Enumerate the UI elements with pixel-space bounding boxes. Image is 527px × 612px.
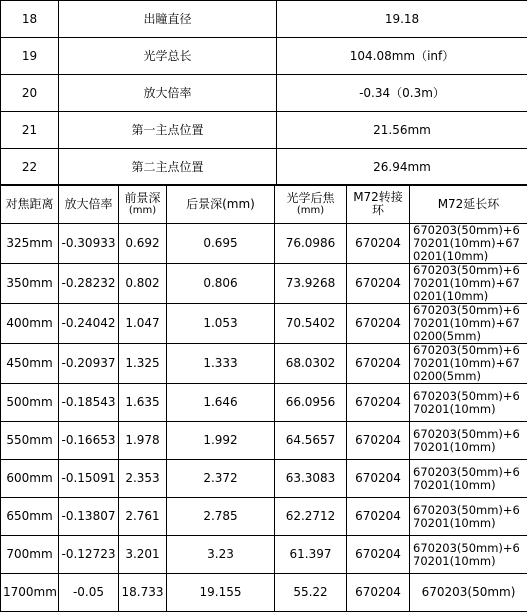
- extension-cell: 670203(50mm)+670201(10mm): [410, 460, 527, 498]
- table-row: [1, 498, 527, 536]
- spec-name: 第二主点位置: [59, 149, 277, 186]
- front-dof-cell: 3.201: [119, 536, 167, 574]
- front-dof-cell: 2.761: [119, 498, 167, 536]
- focus-distance-cell: 600mm: [1, 460, 59, 498]
- table-row: [1, 422, 527, 460]
- front-dof-cell: 0.802: [119, 264, 167, 304]
- spec-number: 18: [1, 1, 59, 38]
- extension-cell: 670203(50mm)+670201(10mm)+670201(10mm): [410, 264, 527, 304]
- focus-distance-cell: 700mm: [1, 536, 59, 574]
- back-focal-cell: 55.22: [275, 574, 347, 612]
- header-focus-distance: 对焦距离: [1, 185, 59, 224]
- extension-cell: 670203(50mm)+670201(10mm): [410, 536, 527, 574]
- front-dof-cell: 1.047: [119, 304, 167, 344]
- spec-row: [1, 75, 527, 112]
- back-dof-cell: 0.806: [167, 264, 275, 304]
- front-dof-cell: 0.692: [119, 224, 167, 264]
- back-focal-cell: 73.9268: [275, 264, 347, 304]
- adapter-cell: 670204: [347, 264, 410, 304]
- spec-value: 104.08mm（inf）: [277, 38, 527, 75]
- back-focal-cell: 68.0302: [275, 344, 347, 384]
- adapter-cell: 670204: [347, 422, 410, 460]
- adapter-cell: 670204: [347, 498, 410, 536]
- focus-distance-cell: 650mm: [1, 498, 59, 536]
- front-dof-cell: 1.978: [119, 422, 167, 460]
- focus-distance-cell: 1700mm: [1, 574, 59, 612]
- spec-value: 26.94mm: [277, 149, 527, 186]
- focus-distance-cell: 550mm: [1, 422, 59, 460]
- spec-number: 22: [1, 149, 59, 186]
- extension-cell: 670203(50mm)+670201(10mm)+670200(5mm): [410, 304, 527, 344]
- table-row: [1, 536, 527, 574]
- spec-number: 21: [1, 112, 59, 149]
- focus-data-table: [0, 184, 527, 612]
- magnification-cell: -0.13807: [59, 498, 119, 536]
- spec-number: 20: [1, 75, 59, 112]
- magnification-cell: -0.18543: [59, 384, 119, 422]
- magnification-cell: -0.30933: [59, 224, 119, 264]
- header-front-dof: 前景深 (mm): [119, 185, 167, 224]
- magnification-cell: -0.15091: [59, 460, 119, 498]
- adapter-cell: 670204: [347, 344, 410, 384]
- extension-cell: 670203(50mm): [410, 574, 527, 612]
- magnification-cell: -0.12723: [59, 536, 119, 574]
- table-row: [1, 304, 527, 344]
- back-dof-cell: 3.23: [167, 536, 275, 574]
- back-focal-cell: 66.0956: [275, 384, 347, 422]
- focus-distance-cell: 450mm: [1, 344, 59, 384]
- back-focal-cell: 62.2712: [275, 498, 347, 536]
- table-header-row: [1, 185, 527, 224]
- spec-table: [0, 0, 527, 186]
- spec-row: [1, 38, 527, 75]
- back-dof-cell: 19.155: [167, 574, 275, 612]
- extension-cell: 670203(50mm)+670201(10mm): [410, 384, 527, 422]
- adapter-cell: 670204: [347, 384, 410, 422]
- spec-name: 放大倍率: [59, 75, 277, 112]
- magnification-cell: -0.16653: [59, 422, 119, 460]
- focus-distance-cell: 400mm: [1, 304, 59, 344]
- spec-number: 19: [1, 38, 59, 75]
- spec-name: 光学总长: [59, 38, 277, 75]
- back-dof-cell: 0.695: [167, 224, 275, 264]
- back-focal-cell: 63.3083: [275, 460, 347, 498]
- back-dof-cell: 1.333: [167, 344, 275, 384]
- table-row: [1, 344, 527, 384]
- spec-row: [1, 1, 527, 38]
- adapter-cell: 670204: [347, 460, 410, 498]
- magnification-cell: -0.28232: [59, 264, 119, 304]
- table-row: [1, 264, 527, 304]
- focus-distance-cell: 500mm: [1, 384, 59, 422]
- back-focal-cell: 76.0986: [275, 224, 347, 264]
- spec-row: [1, 112, 527, 149]
- header-m72-adapter: M72转接环: [347, 185, 410, 224]
- table-row: [1, 574, 527, 612]
- spec-value: -0.34（0.3m）: [277, 75, 527, 112]
- spec-row: [1, 149, 527, 186]
- header-back-focal-length: 光学后焦 (mm): [275, 185, 347, 224]
- extension-cell: 670203(50mm)+670201(10mm): [410, 498, 527, 536]
- front-dof-cell: 1.325: [119, 344, 167, 384]
- back-dof-cell: 2.785: [167, 498, 275, 536]
- adapter-cell: 670204: [347, 224, 410, 264]
- table-row: [1, 460, 527, 498]
- table-row: [1, 384, 527, 422]
- focus-distance-cell: 325mm: [1, 224, 59, 264]
- adapter-cell: 670204: [347, 574, 410, 612]
- back-focal-cell: 70.5402: [275, 304, 347, 344]
- spec-value: 21.56mm: [277, 112, 527, 149]
- magnification-cell: -0.05: [59, 574, 119, 612]
- back-focal-cell: 64.5657: [275, 422, 347, 460]
- header-m72-extension: M72延长环: [410, 185, 527, 224]
- back-dof-cell: 2.372: [167, 460, 275, 498]
- extension-cell: 670203(50mm)+670201(10mm): [410, 422, 527, 460]
- adapter-cell: 670204: [347, 536, 410, 574]
- front-dof-cell: 2.353: [119, 460, 167, 498]
- adapter-cell: 670204: [347, 304, 410, 344]
- spec-name: 第一主点位置: [59, 112, 277, 149]
- header-magnification: 放大倍率: [59, 185, 119, 224]
- table-row: [1, 224, 527, 264]
- front-dof-cell: 18.733: [119, 574, 167, 612]
- magnification-cell: -0.20937: [59, 344, 119, 384]
- header-back-dof: 后景深(mm): [167, 185, 275, 224]
- focus-distance-cell: 350mm: [1, 264, 59, 304]
- back-dof-cell: 1.053: [167, 304, 275, 344]
- back-dof-cell: 1.646: [167, 384, 275, 422]
- back-dof-cell: 1.992: [167, 422, 275, 460]
- magnification-cell: -0.24042: [59, 304, 119, 344]
- front-dof-cell: 1.635: [119, 384, 167, 422]
- extension-cell: 670203(50mm)+670201(10mm)+670201(10mm): [410, 224, 527, 264]
- extension-cell: 670203(50mm)+670201(10mm)+670200(5mm): [410, 344, 527, 384]
- spec-name: 出瞳直径: [59, 1, 277, 38]
- spec-value: 19.18: [277, 1, 527, 38]
- back-focal-cell: 61.397: [275, 536, 347, 574]
